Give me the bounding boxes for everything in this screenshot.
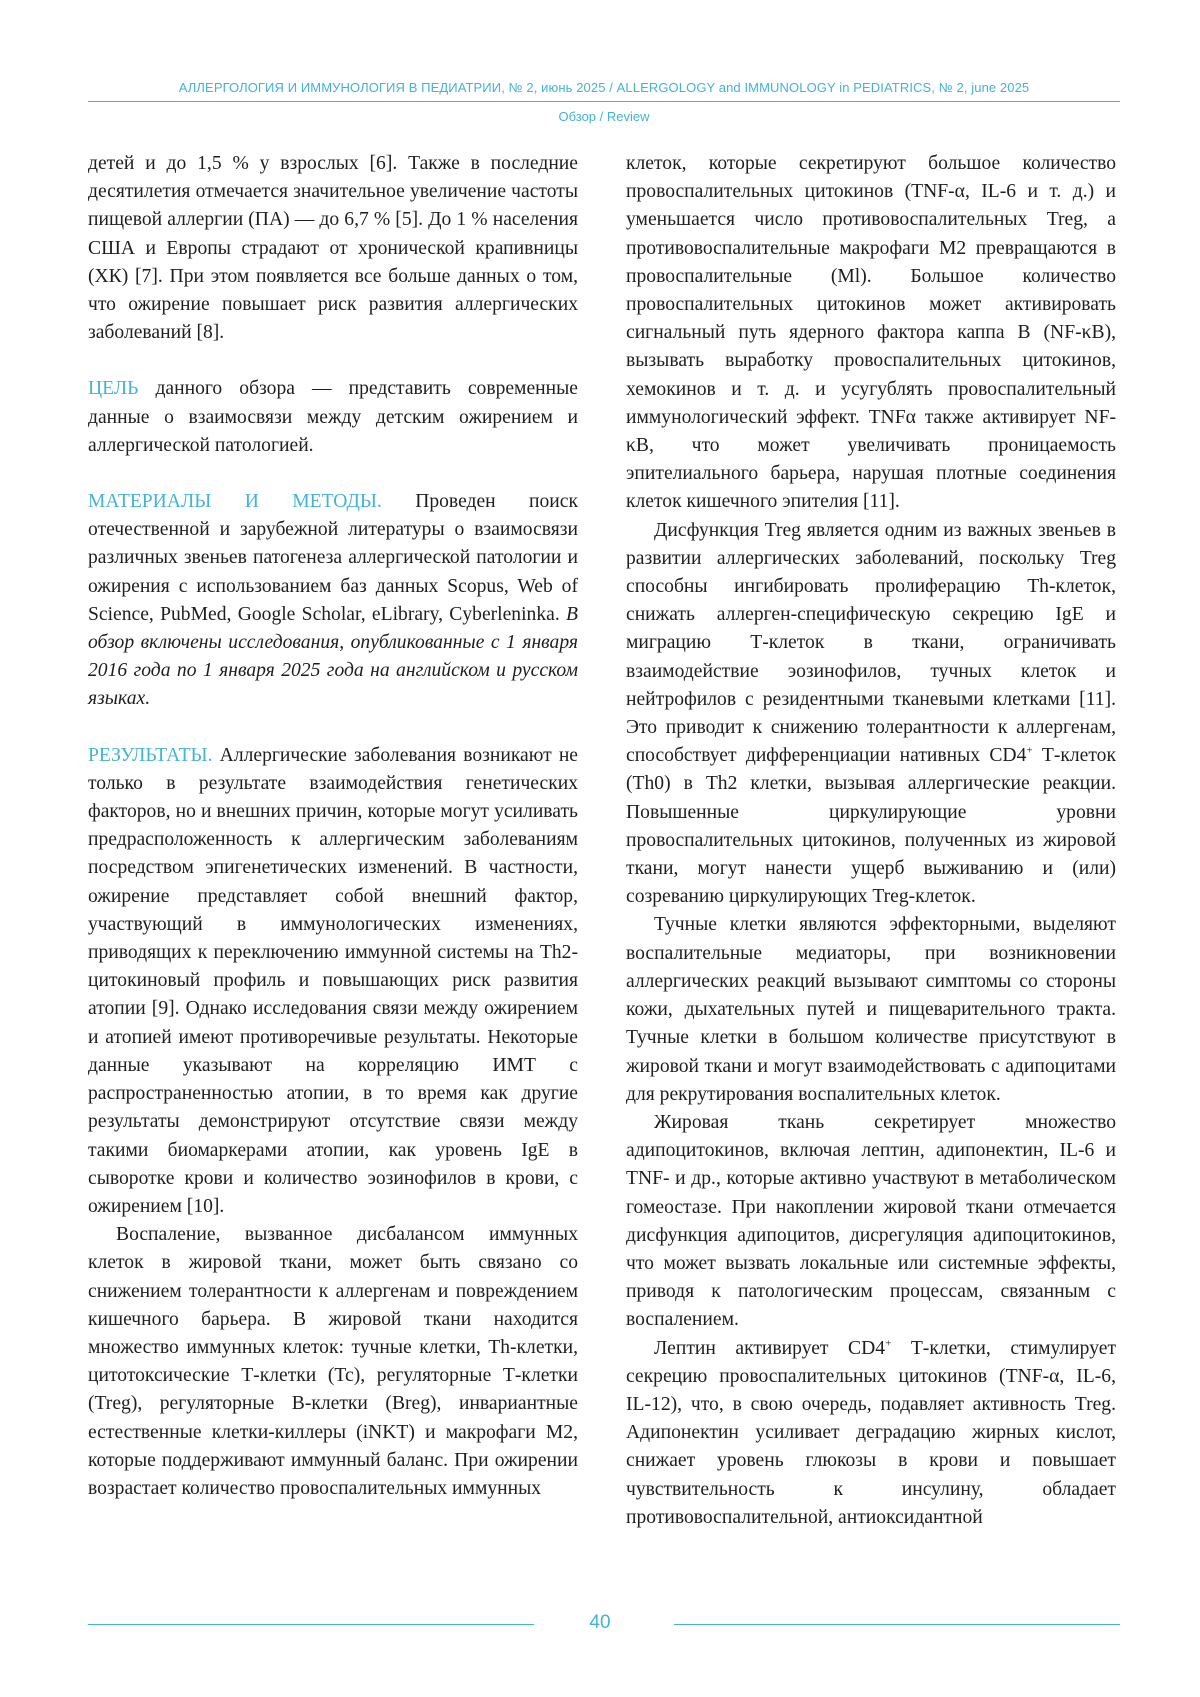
footer-divider-left: [88, 1624, 534, 1625]
aim-text: данного обзора — представить современные данные о взаимосвязи между детским ожирением и аллергической патологией.: [88, 378, 578, 456]
leptin-text-start: Лептин активирует CD4: [654, 1337, 886, 1359]
journal-running-header: АЛЛЕРГОЛОГИЯ И ИММУНОЛОГИЯ В ПЕДИАТРИИ, № 2, июнь 2025 / ALLERGOLOGY and IMMUNOLOGY in PEDIATRICS, № 2, june 2025: [178, 80, 1030, 95]
footer-divider-right: [674, 1624, 1120, 1625]
adipokines-paragraph: Жировая ткань секретирует множество адипоцитокинов, включая лептин, адипонектин, IL-6 и TNF- и др., которые активно участвуют в метаболическом гомеостазе. При накоплении жировой ткани отмечается дисфункция адипоцитов, дисрегуляция адипоцитокинов, что может вызвать локальные или системные эффекты, приводя к патологическим процессам, связанным с воспалением.: [626, 1111, 1116, 1331]
treg-paragraph: [626, 517, 1116, 912]
leptin-text-end: Т-клетки, стимулирует секрецию провоспалительных цитокинов (TNF-α, IL-6, IL-12), что, в свою очередь, подавляет активность Treg. Адипонектин усиливает деградацию жирных кислот, снижает уровень глюкозы в крови и повышает чувствительность к инсулину, обладает противовоспалительной, антиоксидантной: [626, 1337, 1117, 1528]
methods-heading: МАТЕРИАЛЫ И МЕТОДЫ.: [88, 491, 382, 513]
cd4-superscript: +: [1026, 744, 1033, 757]
right-column: [626, 150, 1116, 1532]
leptin-paragraph: [626, 1335, 1116, 1532]
results-heading: РЕЗУЛЬТАТЫ.: [88, 744, 213, 766]
header-divider: [88, 101, 1120, 102]
treg-text-end: Т-клеток (Th0) в Th2 клетки, вызывая аллергические реакции. Повышенные циркулирующие уровни провоспалительных цитокинов, полученных из жировой ткани, могут нанести ущерб выживанию и (или) созреванию циркулирующих Treg-клеток.: [626, 745, 1116, 908]
results-text: Аллергические заболевания возникают не только в результате взаимодействия генетических факторов, но и внешних причин, которые могут усиливать предрасположенность к аллергическим заболеваниям посредством эпигенетических изменений. В частности, ожирение представляет собой внешний фактор, участвующий в иммунологических изменениях, приводящих к переключению иммунной системы на Th2-цитокиновый профиль и повышающих риск развития атопии [9]. Однако исследования связи между ожирением и атопией имеют противоречивые результаты. Некоторые данные указывают на корреляцию ИМТ с распространенностью атопии, в то время как другие результаты демонстрируют отсутствие связи между такими биомаркерами атопии, как уровень IgE в сыворотке крови и количество эозинофилов в крови, с ожирением [10].: [88, 744, 578, 1217]
aim-heading: ЦЕЛЬ: [88, 378, 139, 400]
left-column: [88, 150, 578, 1503]
methods-paragraph: [88, 488, 578, 714]
results-paragraph: [88, 742, 578, 1221]
methods-italic-text: В обзор включены исследования, опубликованные с 1 января 2016 года по 1 января 2025 года на английском и русском языках.: [88, 603, 578, 710]
methods-text: Проведен поиск отечественной и зарубежной литературы о взаимосвязи различных звеньев патогенеза аллергической патологии и ожирения с использованием баз данных Scopus, Web of Science, PubMed, Google Scholar, eLibrary, Cyberleninka.: [88, 491, 578, 625]
intro-paragraph: детей и до 1,5 % у взрослых [6]. Также в последние десятилетия отмечается значительное увеличение частоты пищевой аллергии (ПА) — до 6,7 % [5]. До 1 % населения США и Европы страдают от хронической крапивницы (ХК) [7]. При этом появляется все больше данных о том, что ожирение повышает риск развития аллергических заболеваний [8].: [88, 153, 578, 344]
inflammation-paragraph: Воспаление, вызванное дисбалансом иммунных клеток в жировой ткани, может быть связано со снижением толерантности к аллергенам и повреждением кишечного барьера. В жировой ткани находится множество иммунных клеток: тучные клетки, Th-клетки, цитотоксические Т-клетки (Tc), регуляторные Т-клетки (Treg), регуляторные В-клетки (Breg), инвариантные естественные клетки-киллеры (iNKT) и макрофаги M2, которые поддерживают иммунный баланс. При ожирении возрастает количество провоспалительных иммунных: [88, 1224, 578, 1499]
aim-paragraph: [88, 375, 578, 460]
treg-text-start: Дисфункция Treg является одним из важных звеньев в развитии аллергических заболеваний, поскольку Treg способны ингибировать пролиферацию Th-клеток, снижать аллерген-специфическую секрецию IgE и миграцию Т-клеток в ткани, ограничивать взаимодействие эозинофилов, тучных клеток и нейтрофилов с резидентными тканевыми клетками [11]. Это приводит к снижению толерантности к аллергенам, способствует дифференциации нативных CD4: [626, 519, 1116, 767]
cd4-superscript: +: [885, 1337, 892, 1349]
page-number: 40: [589, 1612, 611, 1633]
cytokines-paragraph: клеток, которые секретируют большое количество провоспалительных цитокинов (TNF-α, IL-6 и т. д.) и уменьшается число противовоспалительных Treg, а противовоспалительные макрофаги M2 превращаются в провоспалительные (Ml). Большое количество провоспалительных цитокинов может активировать сигнальный путь ядерного фактора каппа B (NF-κB), вызывать выработку провоспалительных цитокинов, хемокинов и т. д. и усугублять провоспалительный иммунологический эффект. TNFα также активирует NF-κB, что может увеличивать проницаемость эпителиального барьера, нарушая плотные соединения клеток кишечного эпителия [11].: [626, 153, 1116, 513]
mast-cells-paragraph: Тучные клетки являются эффекторными, выделяют воспалительные медиаторы, при возникновении аллергических реакций вызывают симптомы со стороны кожи, дыхательных путей и пищеварительного тракта. Тучные клетки в большом количестве присутствуют в жировой ткани и могут взаимодействовать с адипоцитами для рекрутирования воспалительных клеток.: [626, 914, 1116, 1105]
section-label: Обзор / Review: [558, 109, 650, 124]
